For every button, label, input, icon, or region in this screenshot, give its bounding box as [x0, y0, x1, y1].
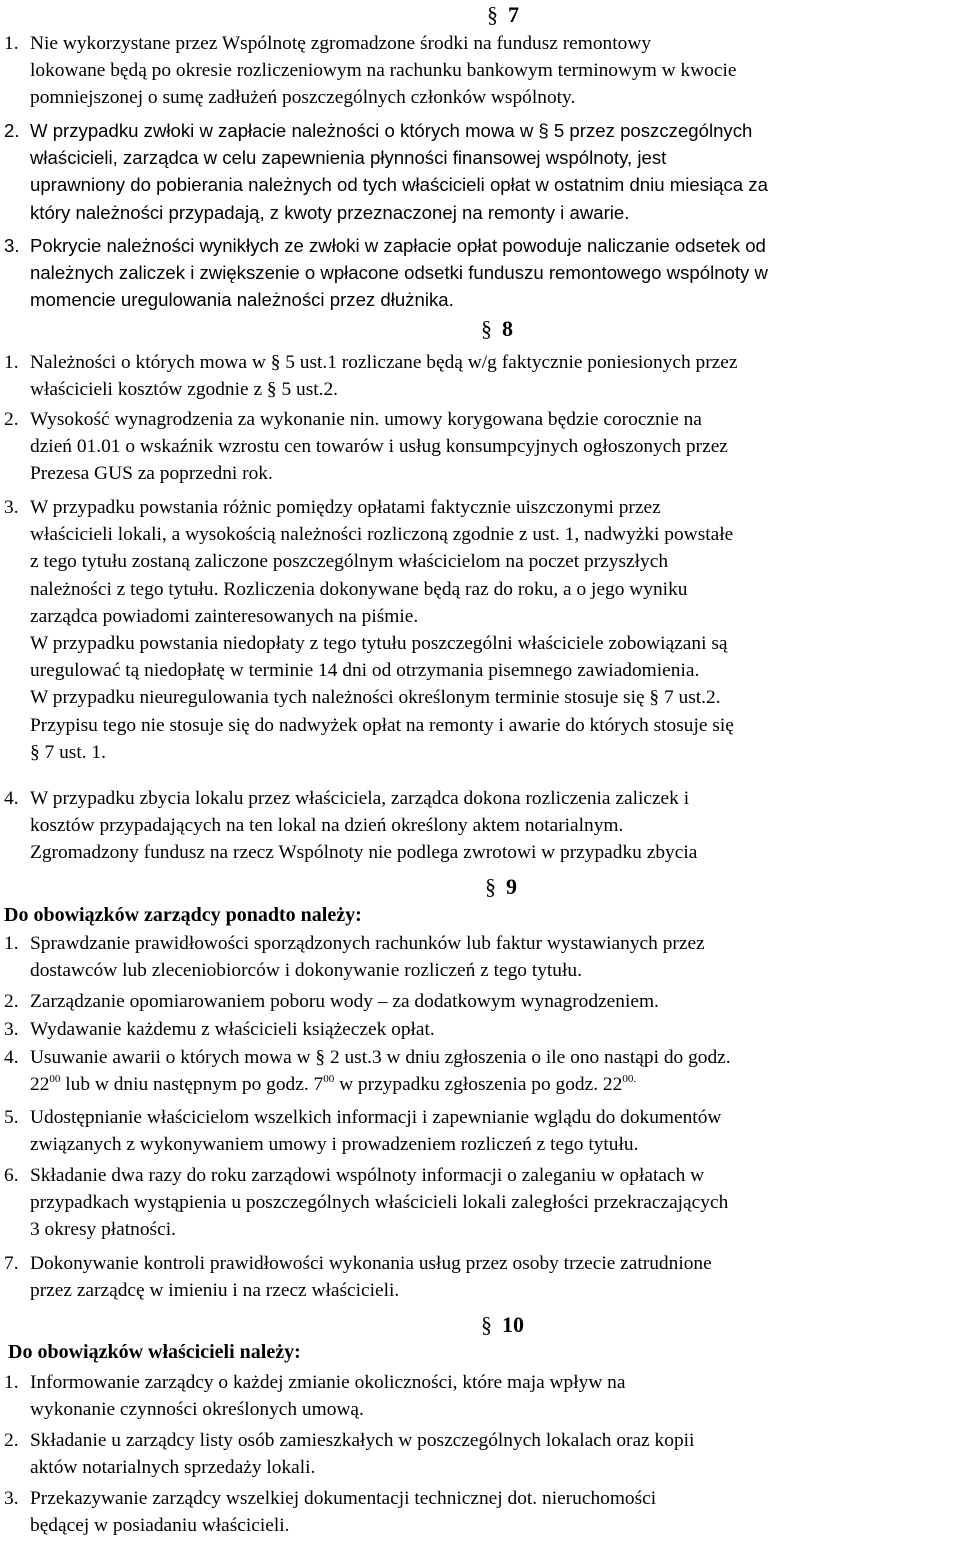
- section-9-heading: § 9: [485, 874, 517, 899]
- section-8-item-3: 3. W przypadku powstania różnic pomiędzy opłatami faktycznie uiszczonymi przez właścicieli lokali, a wysokością należności rozliczoną zgodnie z ust. 1, nadwyżki powstałe z tego tytułu zostaną zaliczone poszczególnym właścicielom na poczet przyszłych należności z tego tytułu. Rozliczenia dokonywane będą raz do roku, a o jego wyniku zarządca powiadomi zainteresowanych na piśmie. W przypadku powstania niedopłaty z tego tytułu poszczególni właściciele zobowiązani są uregulować tą niedopłatę w terminie 14 dni od otrzymania pisemnego zawiadomienia. W przypadku nieuregulowania tych należności określonym terminie stosuje się § 7 ust.2. Przypisu tego nie stosuje się do nadwyżek opłat na remonty i awarie do których stosuje się § 7 ust. 1.: [4, 497, 734, 763]
- section-7-heading: § 7: [487, 2, 519, 27]
- section-9-subheading: Do obowiązków zarządcy ponadto należy:: [4, 904, 362, 926]
- section-9-item-6: 6. Składanie dwa razy do roku zarządowi wspólnoty informacji o zaleganiu w opłatach w przypadkach wystąpienia u poszczególnych właścicieli lokali zaległości przekraczających 3 okresy płatności.: [4, 1165, 729, 1241]
- section-9-item-3: 3. Wydawanie każdemu z właścicieli książeczek opłat.: [4, 1019, 435, 1040]
- section-9-item-7: 7. Dokonywanie kontroli prawidłowości wykonania usług przez osoby trzecie zatrudnione przez zarządcę w imieniu i na rzecz właścicieli.: [4, 1253, 712, 1302]
- section-7-item-1: 1. Nie wykorzystane przez Wspólnotę zgromadzone środki na fundusz remontowy lokowane będą po okresie rozliczeniowym na rachunku bankowym terminowym w kwocie pomniejszonej o sumę zadłużeń poszczególnych członków wspólnoty.: [4, 33, 737, 109]
- section-9-item-2: 2. Zarządzanie opomiarowaniem poboru wody – za dodatkowym wynagrodzeniem.: [4, 991, 659, 1012]
- section-8-item-4: 4. W przypadku zbycia lokalu przez właściciela, zarządca dokona rozliczenia zaliczek i kosztów przypadających na ten lokal na dzień określony aktem notarialnym. Zgromadzony fundusz na rzecz Wspólnoty nie podlega zwrotowi w przypadku zbycia: [4, 788, 698, 864]
- section-10-subheading: Do obowiązków właścicieli należy:: [8, 1341, 301, 1363]
- section-7-item-3: 3. Pokrycie należności wynikłych ze zwłoki w zapłacie opłat powoduje naliczanie odsetek od należnych zaliczek i zwiększenie o wpłacone odsetki funduszu remontowego wspólnoty w momencie uregulowania należności przez dłużnika.: [4, 235, 768, 311]
- section-7-item-2: 2. W przypadku zwłoki w zapłacie należności o których mowa w § 5 przez poszczególnych właścicieli, zarządca w celu zapewnienia płynności finansowej wspólnoty, jest uprawniony do pobierania należnych od tych właścicieli opłat w ostatnim dniu miesiąca za który należności przypadają, z kwoty przeznaczonej na remonty i awarie.: [4, 120, 768, 223]
- section-9-item-1: 1. Sprawdzanie prawidłowości sporządzonych rachunków lub faktur wystawianych przez dostawców lub zleceniobiorców i dokonywanie rozliczeń z tego tytułu.: [4, 933, 705, 982]
- section-10-item-1: 1. Informowanie zarządcy o każdej zmianie okoliczności, które maja wpływ na wykonanie czynności określonych umową.: [4, 1372, 626, 1421]
- section-9-item-4-line-2: $22^{00}$ lub w dniu następnym po godz. $7^{00}$ w przypadku zgłoszenia po godz. $22^{00.}$: [30, 1073, 637, 1096]
- section-8-heading: § 8: [481, 316, 513, 341]
- section-9-item-5: 5. Udostępnianie właścicielom wszelkich informacji i zapewnianie wglądu do dokumentów związanych z wykonywaniem umowy i prowadzeniem rozliczeń z tego tytułu.: [4, 1107, 722, 1156]
- section-10-item-2: 2. Składanie u zarządcy listy osób zamieszkałych w poszczególnych lokalach oraz kopii aktów notarialnych sprzedaży lokali.: [4, 1430, 695, 1479]
- section-8-item-1: 1. Należności o których mowa w § 5 ust.1 rozliczane będą w/g faktycznie poniesionych przez właścicieli kosztów zgodnie z § 5 ust.2.: [4, 352, 738, 401]
- section-10-heading: § 10: [481, 1312, 524, 1337]
- section-10-item-3: 3. Przekazywanie zarządcy wszelkiej dokumentacji technicznej dot. nieruchomości będącej w posiadaniu właścicieli.: [4, 1488, 657, 1537]
- section-9-item-4: 4. Usuwanie awarii o których mowa w § 2 ust.3 w dniu zgłoszenia o ile ono nastąpi do godz. $22^{00}$ lub w dniu następnym po godz. $7^{00}$ w przypadku zgłoszenia po godz. $22^{00.}$: [4, 1044, 958, 1098]
- section-8-item-2: 2. Wysokość wynagrodzenia za wykonanie nin. umowy korygowana będzie corocznie na dzień 01.01 o wskaźnik wzrostu cen towarów i usług konsumpcyjnych ogłoszonych przez Prezesa GUS za poprzedni rok.: [4, 409, 728, 485]
